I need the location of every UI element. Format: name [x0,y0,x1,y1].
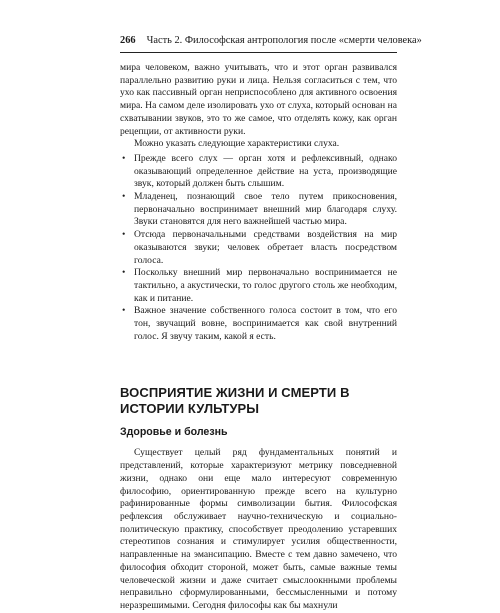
list-item: • Прежде всего слух — орган хотя и рефлексивный, однако оказывающий определенное действие на уста, производящие звук, который должен быть слышим. [120,153,397,191]
running-header [120,34,422,48]
section-heading: ВОСПРИЯТИЕ ЖИЗНИ И СМЕРТИ В ИСТОРИИ КУЛЬТУРЫ [120,385,350,416]
list-item: • Младенец, познающий свое тело путем прикосновения, первоначально воспринимает внешний мир благодаря слуху. Звуки становятся для него важнейшей частью мира. [120,191,397,229]
lead-in-paragraph: Можно указать следующие характеристики слуха. [134,138,340,150]
body-paragraph: Существует целый ряд фундаментальных понятий и представлений, которые характеризуют метрику повседневной жизни, однако они еще мало интересуют современную философию, ориентированную прежде всего на культурно рафинированные формы символизации бытия. Философская рефлексия обслуживает научно-техническую и социально-политическую практику, способствует преодолению устаревших стереотипов сознания и стимулирует усилия общественности, направленные на эмансипацию. Вместе с тем давно замечено, что философия обходит стороной, может быть, самые важные темы человеческой жизни и даже считает смыслоокнными проблемы неправильно сформулированными, бессмысленными и потому неразрешимыми. Сегодня философы как бы махнули [120,447,397,611]
list-item: • Поскольку внешний мир первоначально воспринимается не тактильно, а акустически, то голос другого столь же необходим, как и питание. [120,267,397,305]
characteristics-list [120,153,397,344]
page-number: 266 [120,35,136,46]
subsection-heading: Здоровье и болезнь [120,426,228,439]
page-body [120,62,397,613]
list-item: • Важное значение собственного голоса состоит в том, что его тон, звучащий вовне, воспринимается как свой внутренний голос. Я звучу таким, какой я есть. [120,305,397,343]
header-rule [120,52,397,53]
list-item: • Отсюда первоначальными средствами воздействия на мир оказываются звуки; человек обретает власть посредством голоса. [120,229,397,267]
running-title: Часть 2. Философская антропология после «смерти человека» [146,35,422,46]
intro-paragraph: мира человеком, важно учитывать, что и этот орган развивался параллельно развитию руки и лица. Нельзя согласиться с тем, что ухо как пассивный орган неприспособлено для активного освоения мира. На самом деле изолировать ухо от слуха, который основан на схватывании звуков, это то же самое, что отделять кожу, как орган рецепции, от активности руки. [120,62,397,137]
